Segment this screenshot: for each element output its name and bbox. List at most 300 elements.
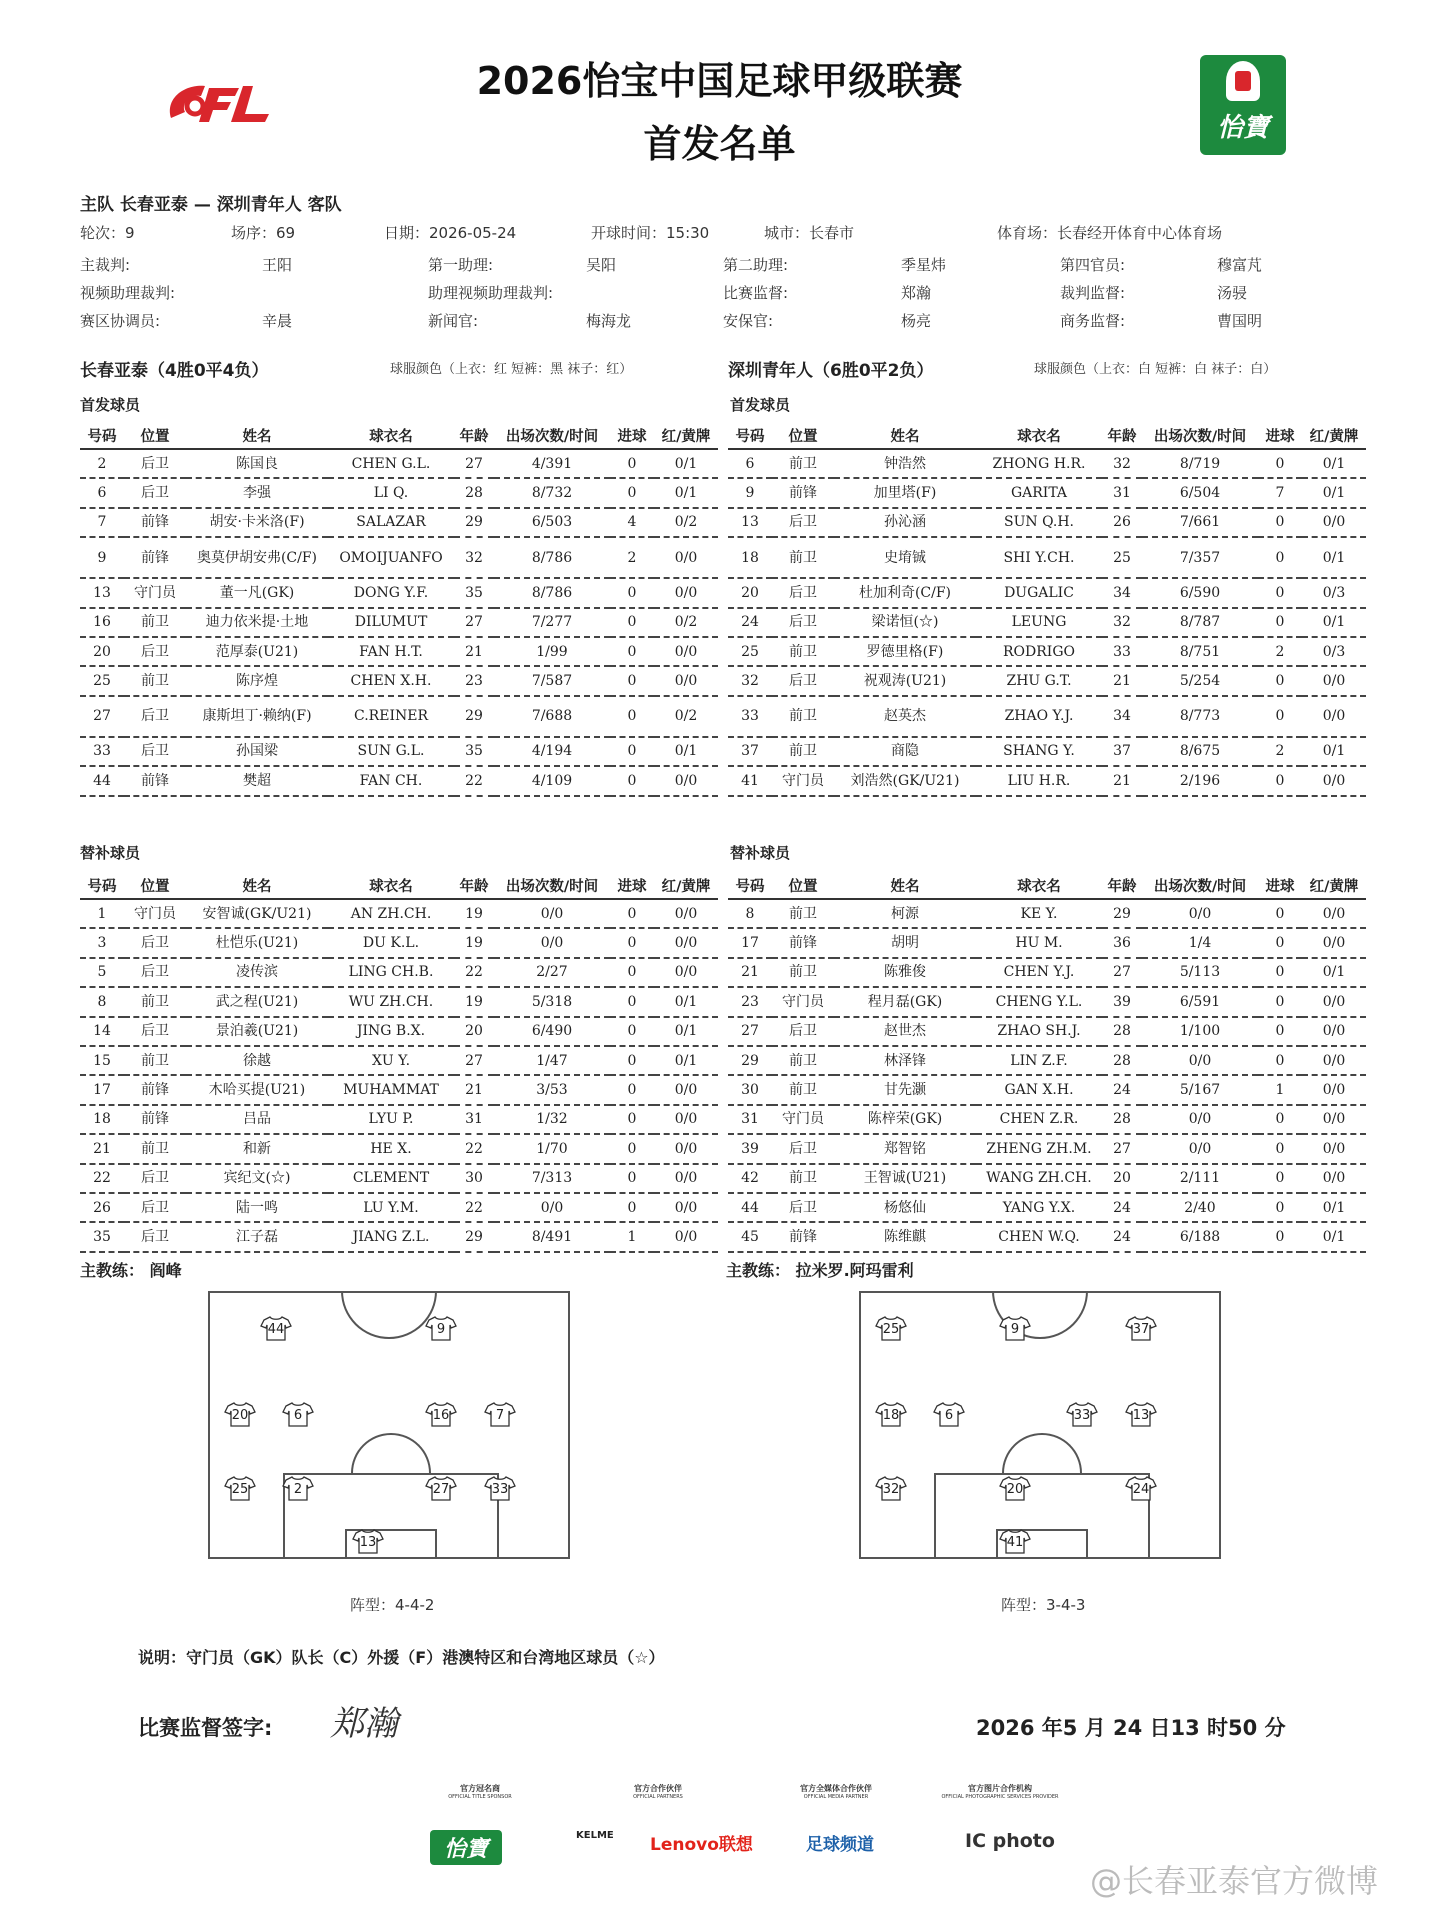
table-cell: 0/0 <box>654 928 718 957</box>
table-cell: 后卫 <box>124 958 186 987</box>
table-cell: 2 <box>610 537 654 578</box>
table-cell: 0/1 <box>1302 958 1366 987</box>
player-shirt <box>260 1315 292 1341</box>
table-cell: 0/0 <box>1302 987 1366 1016</box>
table-row <box>80 449 718 478</box>
table-cell: 商隐 <box>834 737 976 766</box>
table-cell: 39 <box>728 1134 772 1163</box>
kickoff-time: 开球时间：15:30 <box>591 224 710 242</box>
column-header: 姓名 <box>186 422 328 449</box>
table-cell: 13 <box>80 578 124 607</box>
away-subs-label: 替补球员 <box>730 844 791 862</box>
table-cell: 0 <box>1258 987 1302 1016</box>
table-cell: 27 <box>728 1017 772 1046</box>
table-cell: 0/1 <box>1302 537 1366 578</box>
table-cell: SHANG Y. <box>976 737 1102 766</box>
table-cell: 前卫 <box>772 899 834 928</box>
official-label: 赛区协调员: <box>80 312 161 330</box>
official-value: 曹国明 <box>1217 312 1263 330</box>
table-cell: 13 <box>728 508 772 537</box>
table-cell: 1/47 <box>494 1046 610 1075</box>
table-cell: 0 <box>610 666 654 695</box>
table-cell: CHEN Y.J. <box>976 958 1102 987</box>
table-cell: 30 <box>728 1075 772 1104</box>
table-cell: 0/0 <box>654 666 718 695</box>
table-cell: 宾纪文(☆) <box>186 1164 328 1193</box>
pitch-arc <box>341 1291 437 1339</box>
shirt-number: 9 <box>1010 1322 1020 1337</box>
table-cell: 0 <box>610 1046 654 1075</box>
player-shirt <box>425 1315 457 1341</box>
player-shirt <box>999 1528 1031 1554</box>
table-cell: 6 <box>80 478 124 507</box>
table-cell: 迪力依米提·土地 <box>186 608 328 637</box>
sponsor-logo-0: 怡寶 <box>430 1830 502 1865</box>
column-header: 号码 <box>80 872 124 899</box>
table-cell: 0 <box>1258 666 1302 695</box>
table-cell: HU M. <box>976 928 1102 957</box>
table-cell: 安智诚(GK/U21) <box>186 899 328 928</box>
sponsor-logo <box>1200 55 1286 155</box>
table-cell: 0/1 <box>654 478 718 507</box>
table-row <box>728 608 1366 637</box>
table-cell: 28 <box>1102 1105 1142 1134</box>
table-cell: 6/188 <box>1142 1222 1258 1251</box>
sponsor-logo-text: 怡寶 <box>1216 113 1269 143</box>
table-cell: HE X. <box>328 1134 454 1163</box>
column-header: 号码 <box>728 872 772 899</box>
column-header: 位置 <box>124 422 186 449</box>
column-header: 出场次数/时间 <box>1142 422 1258 449</box>
table-cell: 李强 <box>186 478 328 507</box>
official-value: 王阳 <box>262 256 293 274</box>
table-cell: 22 <box>80 1164 124 1193</box>
table-cell: 1/32 <box>494 1105 610 1134</box>
shirt-number: 44 <box>267 1322 285 1337</box>
table-cell: 29 <box>454 1222 494 1251</box>
official-value: 穆富芃 <box>1217 256 1263 274</box>
table-row <box>80 958 718 987</box>
table-cell: 0/0 <box>1302 1017 1366 1046</box>
official-value: 梅海龙 <box>586 312 632 330</box>
table-cell: 24 <box>1102 1222 1142 1251</box>
table-cell: GARITA <box>976 478 1102 507</box>
legend-note: 说明：守门员（GK）队长（C）外援（F）港澳特区和台湾地区球员（☆） <box>138 1648 665 1667</box>
table-row <box>728 766 1366 795</box>
table-row <box>80 1075 718 1104</box>
table-cell: 0/0 <box>654 1193 718 1222</box>
table-cell: 0 <box>1258 1222 1302 1251</box>
table-cell: 0 <box>610 1017 654 1046</box>
table-cell: 19 <box>454 899 494 928</box>
table-cell: 22 <box>454 958 494 987</box>
table-row <box>728 958 1366 987</box>
table-cell: 0 <box>1258 696 1302 737</box>
table-cell: 陈梓荣(GK) <box>834 1105 976 1134</box>
table-cell: 0/0 <box>654 1105 718 1134</box>
match-date: 日期：2026-05-24 <box>384 224 517 242</box>
table-cell: 守门员 <box>124 578 186 607</box>
table-cell: KE Y. <box>976 899 1102 928</box>
column-header: 球衣名 <box>976 872 1102 899</box>
teams-line: 主队 长春亚泰 — 深圳青年人 客队 <box>80 195 342 215</box>
table-cell: 孙国梁 <box>186 737 328 766</box>
table-cell: CLEMENT <box>328 1164 454 1193</box>
table-cell: 7 <box>1258 478 1302 507</box>
home-formation: 阵型：4-4-2 <box>350 1596 435 1614</box>
sponsor-caption <box>940 1783 1060 1800</box>
table-cell: 0 <box>1258 928 1302 957</box>
table-cell: 26 <box>1102 508 1142 537</box>
table-cell: 陈维麒 <box>834 1222 976 1251</box>
table-cell: 前锋 <box>772 1222 834 1251</box>
table-cell: 42 <box>728 1164 772 1193</box>
penalty-arc <box>351 1433 431 1473</box>
table-cell: 45 <box>728 1222 772 1251</box>
table-cell: 6 <box>728 449 772 478</box>
table-cell: 前卫 <box>772 1046 834 1075</box>
table-cell: 0/1 <box>1302 1193 1366 1222</box>
column-header: 姓名 <box>834 422 976 449</box>
table-cell: 前锋 <box>124 1105 186 1134</box>
table-cell: 2/196 <box>1142 766 1258 795</box>
table-cell: 祝观涛(U21) <box>834 666 976 695</box>
player-shirt <box>425 1401 457 1427</box>
table-cell: 23 <box>454 666 494 695</box>
table-cell: 27 <box>1102 1134 1142 1163</box>
shirt-number: 9 <box>436 1322 446 1337</box>
table-row <box>728 1222 1366 1251</box>
table-cell: 34 <box>1102 696 1142 737</box>
shirt-number: 37 <box>1132 1322 1150 1337</box>
official-value: 吴阳 <box>586 256 617 274</box>
table-cell: 20 <box>80 637 124 666</box>
table-cell: 5 <box>80 958 124 987</box>
table-cell: 36 <box>1102 928 1142 957</box>
table-cell: 4 <box>610 508 654 537</box>
table-cell: 奥莫伊胡安弗(C/F) <box>186 537 328 578</box>
table-cell: 前卫 <box>772 696 834 737</box>
column-header: 红/黄牌 <box>1302 422 1366 449</box>
column-header: 进球 <box>610 872 654 899</box>
table-cell: 0 <box>610 1134 654 1163</box>
column-header: 红/黄牌 <box>654 872 718 899</box>
sponsor-caption-text: 官方冠名商 <box>460 1784 500 1793</box>
table-cell: 5/113 <box>1142 958 1258 987</box>
table-cell: WANG ZH.CH. <box>976 1164 1102 1193</box>
away-starters-table <box>728 422 1366 797</box>
shirt-number: 20 <box>231 1408 249 1423</box>
player-shirt <box>484 1401 516 1427</box>
signature-label: 比赛监督签字: <box>138 1716 273 1740</box>
table-cell: 0 <box>1258 1046 1302 1075</box>
table-cell: 0/1 <box>654 737 718 766</box>
home-coach: 主教练： 阎峰 <box>80 1261 182 1280</box>
official-label: 裁判监督: <box>1060 284 1126 302</box>
table-row <box>80 1017 718 1046</box>
table-cell: 1 <box>1258 1075 1302 1104</box>
table-cell: 0/3 <box>1302 578 1366 607</box>
table-cell: 后卫 <box>124 696 186 737</box>
home-formation-pitch <box>208 1291 570 1559</box>
table-cell: 0 <box>610 928 654 957</box>
player-shirt <box>875 1315 907 1341</box>
table-cell: 6/590 <box>1142 578 1258 607</box>
table-cell: 35 <box>80 1222 124 1251</box>
table-cell: 21 <box>1102 766 1142 795</box>
shirt-number: 13 <box>359 1535 377 1550</box>
table-row <box>80 987 718 1016</box>
table-row <box>728 537 1366 578</box>
table-cell: 陆一鸣 <box>186 1193 328 1222</box>
column-header: 球衣名 <box>328 422 454 449</box>
table-row <box>80 1164 718 1193</box>
table-cell: C.REINER <box>328 696 454 737</box>
table-cell: 4/391 <box>494 449 610 478</box>
table-cell: ZHU G.T. <box>976 666 1102 695</box>
table-cell: 37 <box>728 737 772 766</box>
table-cell: 0/1 <box>1302 449 1366 478</box>
table-cell: 8 <box>728 899 772 928</box>
table-cell: 0/0 <box>1302 696 1366 737</box>
official-label: 第四官员: <box>1060 256 1126 274</box>
table-cell: 江子磊 <box>186 1222 328 1251</box>
table-row <box>728 478 1366 507</box>
table-cell: 0/0 <box>654 1164 718 1193</box>
table-cell: 后卫 <box>124 449 186 478</box>
table-cell: 27 <box>1102 958 1142 987</box>
official-label: 视频助理裁判: <box>80 284 176 302</box>
official-value: 汤骎 <box>1217 284 1248 302</box>
table-cell: 21 <box>454 1075 494 1104</box>
table-cell: 37 <box>1102 737 1142 766</box>
table-cell: 前锋 <box>124 508 186 537</box>
table-cell: MUHAMMAT <box>328 1075 454 1104</box>
table-cell: 孙沁涵 <box>834 508 976 537</box>
table-row <box>728 899 1366 928</box>
table-cell: 前卫 <box>772 1075 834 1104</box>
table-cell: 0 <box>610 696 654 737</box>
column-header: 号码 <box>80 422 124 449</box>
table-cell: 后卫 <box>124 928 186 957</box>
table-cell: DUGALIC <box>976 578 1102 607</box>
home-subs-table <box>80 872 718 1253</box>
table-row <box>728 696 1366 737</box>
table-cell: CHEN Z.R. <box>976 1105 1102 1134</box>
table-cell: 0 <box>1258 578 1302 607</box>
table-cell: 28 <box>454 478 494 507</box>
shirt-number: 25 <box>231 1482 249 1497</box>
table-cell: 前卫 <box>124 987 186 1016</box>
table-cell: 陈序煌 <box>186 666 328 695</box>
round: 轮次：9 <box>80 224 135 242</box>
table-cell: 0/1 <box>654 1046 718 1075</box>
table-cell: 0/0 <box>1302 899 1366 928</box>
table-cell: 9 <box>80 537 124 578</box>
table-cell: 29 <box>454 508 494 537</box>
player-shirt <box>282 1475 314 1501</box>
table-cell: 0 <box>1258 958 1302 987</box>
table-row <box>728 666 1366 695</box>
shirt-number: 33 <box>491 1482 509 1497</box>
table-cell: 0/1 <box>654 987 718 1016</box>
table-row <box>728 637 1366 666</box>
table-cell: 0/0 <box>654 766 718 795</box>
table-cell: 0 <box>610 766 654 795</box>
table-cell: 钟浩然 <box>834 449 976 478</box>
table-cell: 康斯坦丁·赖纳(F) <box>186 696 328 737</box>
table-cell: 0 <box>1258 508 1302 537</box>
table-cell: 0/0 <box>1302 766 1366 795</box>
table-cell: 后卫 <box>772 666 834 695</box>
table-row <box>80 478 718 507</box>
player-shirt <box>933 1401 965 1427</box>
sponsor-logo-3: 足球频道 <box>806 1835 874 1855</box>
table-cell: 0 <box>610 899 654 928</box>
page-title: 2026怡宝中国足球甲级联赛 <box>476 59 963 103</box>
table-cell: 0 <box>1258 1193 1302 1222</box>
shirt-number: 7 <box>495 1408 505 1423</box>
stadium: 体育场：长春经开体育中心体育场 <box>997 224 1223 242</box>
signature-datetime: 2026 年5 月 24 日13 时50 分 <box>976 1716 1286 1740</box>
table-cell: 17 <box>80 1075 124 1104</box>
table-cell: 0/3 <box>1302 637 1366 666</box>
table-cell: 0/0 <box>1302 1134 1366 1163</box>
table-row <box>728 1193 1366 1222</box>
table-cell: 32 <box>454 537 494 578</box>
column-header: 位置 <box>772 422 834 449</box>
table-cell: 前锋 <box>124 1075 186 1104</box>
table-cell: 30 <box>454 1164 494 1193</box>
table-cell: 20 <box>1102 1164 1142 1193</box>
official-label: 主裁判: <box>80 256 131 274</box>
table-cell: LING CH.B. <box>328 958 454 987</box>
table-cell: 7/313 <box>494 1164 610 1193</box>
table-cell: 5/318 <box>494 987 610 1016</box>
table-cell: DILUMUT <box>328 608 454 637</box>
table-cell: 0/2 <box>654 696 718 737</box>
table-cell: 0/2 <box>654 508 718 537</box>
table-cell: 0 <box>1258 1134 1302 1163</box>
sponsor-caption-sub: OFFICIAL PARTNERS <box>633 1794 683 1800</box>
table-cell: 17 <box>728 928 772 957</box>
player-shirt <box>1125 1401 1157 1427</box>
table-cell: 3/53 <box>494 1075 610 1104</box>
column-header: 进球 <box>1258 872 1302 899</box>
table-cell: 守门员 <box>772 766 834 795</box>
player-shirt <box>224 1401 256 1427</box>
sponsor-caption-text: 官方全媒体合作伙伴 <box>800 1784 872 1793</box>
away-team-name: 深圳青年人（6胜0平2负） <box>728 361 934 381</box>
sponsor-caption <box>598 1783 718 1800</box>
table-cell: 6/591 <box>1142 987 1258 1016</box>
table-cell: 前卫 <box>124 1134 186 1163</box>
column-header: 年龄 <box>1102 422 1142 449</box>
official-label: 商务监督: <box>1060 312 1126 330</box>
signature: 郑瀚 <box>330 1704 398 1744</box>
table-cell: 后卫 <box>772 1134 834 1163</box>
table-cell: 徐越 <box>186 1046 328 1075</box>
table-cell: 杜加利奇(C/F) <box>834 578 976 607</box>
table-cell: 32 <box>728 666 772 695</box>
table-cell: 1/100 <box>1142 1017 1258 1046</box>
player-shirt <box>875 1475 907 1501</box>
table-cell: 加里塔(F) <box>834 478 976 507</box>
table-cell: 后卫 <box>124 1222 186 1251</box>
table-row <box>728 737 1366 766</box>
table-cell: 0/0 <box>494 1193 610 1222</box>
table-cell: 前锋 <box>124 766 186 795</box>
table-cell: 0 <box>610 1164 654 1193</box>
table-cell: JIANG Z.L. <box>328 1222 454 1251</box>
table-cell: RODRIGO <box>976 637 1102 666</box>
shirt-number: 33 <box>1073 1408 1091 1423</box>
shirt-number: 13 <box>1132 1408 1150 1423</box>
table-cell: 1/70 <box>494 1134 610 1163</box>
table-cell: 25 <box>80 666 124 695</box>
table-cell: 董一凡(GK) <box>186 578 328 607</box>
table-cell: 6/504 <box>1142 478 1258 507</box>
table-header <box>80 872 718 899</box>
player-shirt <box>1125 1475 1157 1501</box>
table-row <box>80 766 718 795</box>
table-cell: 44 <box>80 766 124 795</box>
table-cell: LYU P. <box>328 1105 454 1134</box>
table-cell: 32 <box>1102 449 1142 478</box>
column-header: 红/黄牌 <box>1302 872 1366 899</box>
table-cell: 7/277 <box>494 608 610 637</box>
table-cell: 0/0 <box>1302 1105 1366 1134</box>
table-cell: 2 <box>1258 637 1302 666</box>
table-cell: 33 <box>728 696 772 737</box>
table-cell: WU ZH.CH. <box>328 987 454 1016</box>
table-cell: 0/0 <box>1302 1075 1366 1104</box>
table-cell: 4/109 <box>494 766 610 795</box>
table-cell: 赵世杰 <box>834 1017 976 1046</box>
table-cell: 22 <box>454 1134 494 1163</box>
table-cell: 2 <box>80 449 124 478</box>
table-cell: 0/1 <box>1302 478 1366 507</box>
table-cell: SUN G.L. <box>328 737 454 766</box>
table-row <box>728 1017 1366 1046</box>
table-cell: 陈国良 <box>186 449 328 478</box>
table-cell: 0 <box>610 737 654 766</box>
sponsor-caption-text: 官方合作伙伴 <box>634 1784 682 1793</box>
table-cell: GAN X.H. <box>976 1075 1102 1104</box>
table-cell: 0/0 <box>654 1075 718 1104</box>
table-cell: 0/0 <box>1302 928 1366 957</box>
table-cell: 0/0 <box>494 899 610 928</box>
table-cell: 赵英杰 <box>834 696 976 737</box>
shirt-number: 27 <box>432 1482 450 1497</box>
table-row <box>728 449 1366 478</box>
table-cell: 19 <box>454 928 494 957</box>
away-formation: 阵型：3-4-3 <box>1001 1596 1086 1614</box>
table-cell: OMOIJUANFO <box>328 537 454 578</box>
player-shirt <box>999 1315 1031 1341</box>
table-cell: 0/0 <box>1142 1105 1258 1134</box>
table-cell: 15 <box>80 1046 124 1075</box>
column-header: 出场次数/时间 <box>494 422 610 449</box>
table-cell: 20 <box>454 1017 494 1046</box>
table-cell: 8 <box>80 987 124 1016</box>
shirt-number: 18 <box>882 1408 900 1423</box>
table-cell: 28 <box>1102 1046 1142 1075</box>
table-cell: DONG Y.F. <box>328 578 454 607</box>
column-header: 年龄 <box>1102 872 1142 899</box>
table-cell: 0/0 <box>654 537 718 578</box>
table-cell: 0/1 <box>654 449 718 478</box>
